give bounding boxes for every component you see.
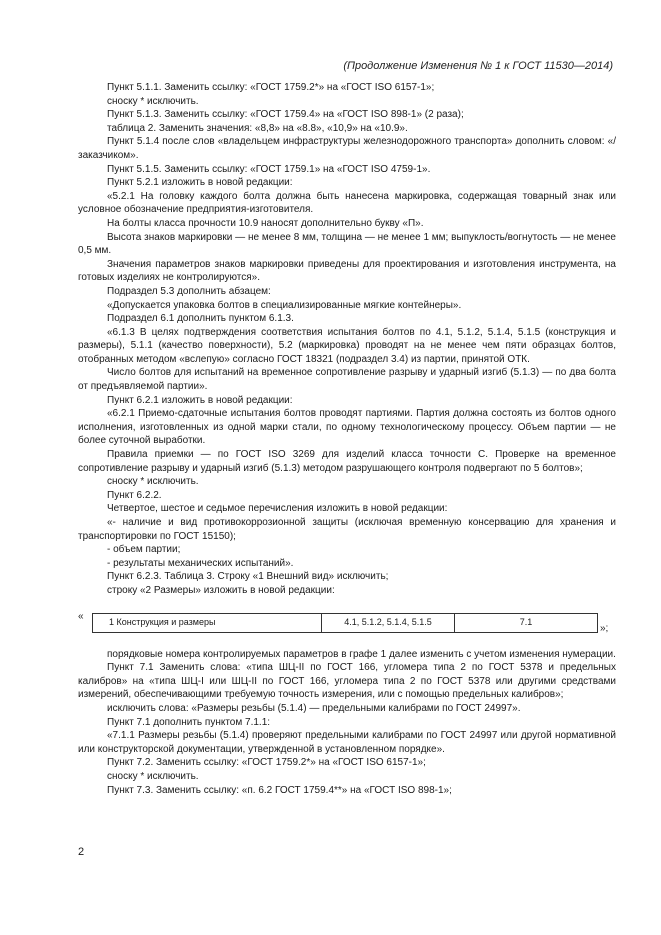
amendment-table-block xyxy=(78,610,616,634)
paragraph: Пункт 5.2.1 изложить в новой редакции: xyxy=(107,177,293,189)
paragraph: «6.1.3 В целях подтверждения соответствия испытания болтов по 4.1, 5.1.2, 5.1.4, 5.1.5 (конструкция и размеры), 5.1.1 (качество поверхности), 5.2 (маркировка) проводят на не менее чем пяти образцах болтов, отобранных методом «вслепую» согласно ГОСТ 18321 (подраздел 3.4) из партии, принятой ОТК. xyxy=(78,326,616,365)
paragraph: «5.2.1 На головку каждого болта должна быть нанесена маркировка, содержащая товарный знак или условное обозначение предприятия-изготовителя. xyxy=(78,190,616,216)
paragraph: Четвертое, шестое и седьмое перечисления изложить в новой редакции: xyxy=(107,503,448,515)
paragraph: Пункт 7.3. Заменить ссылку: «п. 6.2 ГОСТ 1759.4**» на «ГОСТ ISO 898-1»; xyxy=(107,784,452,796)
paragraph: Подраздел 5.3 дополнить абзацем: xyxy=(107,285,271,297)
paragraph: Пункт 5.1.1. Заменить ссылку: «ГОСТ 1759.2*» на «ГОСТ ISO 6157-1»; xyxy=(107,82,435,93)
paragraph: «Допускается упаковка болтов в специализированные мягкие контейнеры». xyxy=(107,299,462,311)
paragraph: Пункт 5.1.5. Заменить ссылку: «ГОСТ 1759.1» на «ГОСТ ISO 4759-1». xyxy=(107,163,431,175)
paragraph: «7.1.1 Размеры резьбы (5.1.4) проверяют предельными калибрами по ГОСТ 24997 или другой нормативной или конструкторской документации, утвержденной в установленном порядке». xyxy=(78,730,616,755)
table-cell-parameter: 1 Конструкция и размеры xyxy=(93,613,322,632)
paragraph: - объем партии; xyxy=(107,544,181,556)
amendment-table xyxy=(92,613,598,633)
paragraph: Правила приемки — по ГОСТ ISO 3269 для изделий класса точности С. Проверке на временное сопротивление разрыву и ударный изгиб (5.1.3) методом разрушающего контроля подвергают по 5 болтов»; xyxy=(78,449,616,474)
paragraph: Пункт 7.2. Заменить ссылку: «ГОСТ 1759.2*» на «ГОСТ ISO 6157-1»; xyxy=(107,757,426,769)
paragraph: Пункт 6.2.1 изложить в новой редакции: xyxy=(107,394,293,406)
table-cell-method: 7.1 xyxy=(455,613,598,632)
paragraph: Высота знаков маркировки — не менее 8 мм, толщина — не менее 1 мм; выпуклость/вогнутость — не менее 0,5 мм. xyxy=(78,231,616,257)
paragraph: «6.2.1 Приемо-сдаточные испытания болтов проводят партиями. Партия должна состоять из болтов одного исполнения, изготовленных из одной марки стали, по одному технологическому процессу. Объем партии — не более суточной выработки. xyxy=(78,408,616,447)
paragraphs-top xyxy=(78,81,616,598)
table-open-quote: « xyxy=(78,610,84,622)
paragraph: Пункт 7.1 Заменить слова: «типа ШЦ-II по ГОСТ 166, угломера типа 2 по ГОСТ 5378 и предельных калибров» на «типа ШЦ-I или ШЦ-II по ГОСТ 166, угломера типа 2 по ГОСТ 5378 или другими средствами измерений, обеспечивающими требуемую точность измерения, или с помощью предельных калибров»; xyxy=(78,662,616,701)
paragraph: Пункт 5.1.4 после слов «владельцем инфраструктуры железнодорожного транспорта» дополнить словом: «/заказчиком». xyxy=(78,136,616,161)
paragraph: Число болтов для испытаний на временное сопротивление разрыву и ударный изгиб (5.1.3) — по два болта от предъявляемой партии». xyxy=(78,367,616,393)
table-row xyxy=(93,613,598,632)
paragraph: исключить слова: «Размеры резьбы (5.1.4) — предельными калибрами по ГОСТ 24997». xyxy=(107,702,521,714)
paragraph: сноску * исключить. xyxy=(107,770,199,782)
table-cell-requirements: 4.1, 5.1.2, 5.1.4, 5.1.5 xyxy=(322,613,455,632)
paragraph: Подраздел 6.1 дополнить пунктом 6.1.3. xyxy=(107,313,294,325)
paragraph: Пункт 6.2.2. xyxy=(107,489,162,501)
paragraph: Пункт 6.2.3. Таблица 3. Строку «1 Внешний вид» исключить; xyxy=(107,571,389,583)
paragraph: «- наличие и вид противокоррозионной защиты (исключая временную консервацию для хранения и транспортировки по ГОСТ 15150); xyxy=(78,517,616,542)
paragraph: - результаты механических испытаний». xyxy=(107,557,294,569)
paragraph: Пункт 7.1 дополнить пунктом 7.1.1: xyxy=(107,716,271,728)
paragraph: Значения параметров знаков маркировки приведены для проектирования и изготовления инструмента, на готовых изделиях не контролируются». xyxy=(78,258,616,284)
page-header: (Продолжение Изменения № 1 к ГОСТ 11530—2014) xyxy=(343,60,613,72)
paragraph: строку «2 Размеры» изложить в новой редакции: xyxy=(107,584,335,596)
paragraphs-bottom xyxy=(78,648,616,798)
paragraph: Пункт 5.1.3. Заменить ссылку: «ГОСТ 1759.4» на «ГОСТ ISO 898-1» (2 раза); xyxy=(107,109,464,121)
paragraph: На болты класса прочности 10.9 наносят дополнительно букву «П». xyxy=(107,217,424,229)
table-close-quote: »; xyxy=(600,622,609,634)
document-body xyxy=(78,81,616,797)
paragraph: таблица 2. Заменить значения: «8,8» на «8.8», «10,9» на «10.9». xyxy=(107,122,408,134)
paragraph: порядковые номера контролируемых параметров в графе 1 далее изменить с учетом изменения нумерации. xyxy=(107,648,616,660)
paragraph: сноску * исключить. xyxy=(107,476,199,488)
page-number: 2 xyxy=(78,846,85,858)
paragraph: сноску * исключить. xyxy=(107,95,199,107)
